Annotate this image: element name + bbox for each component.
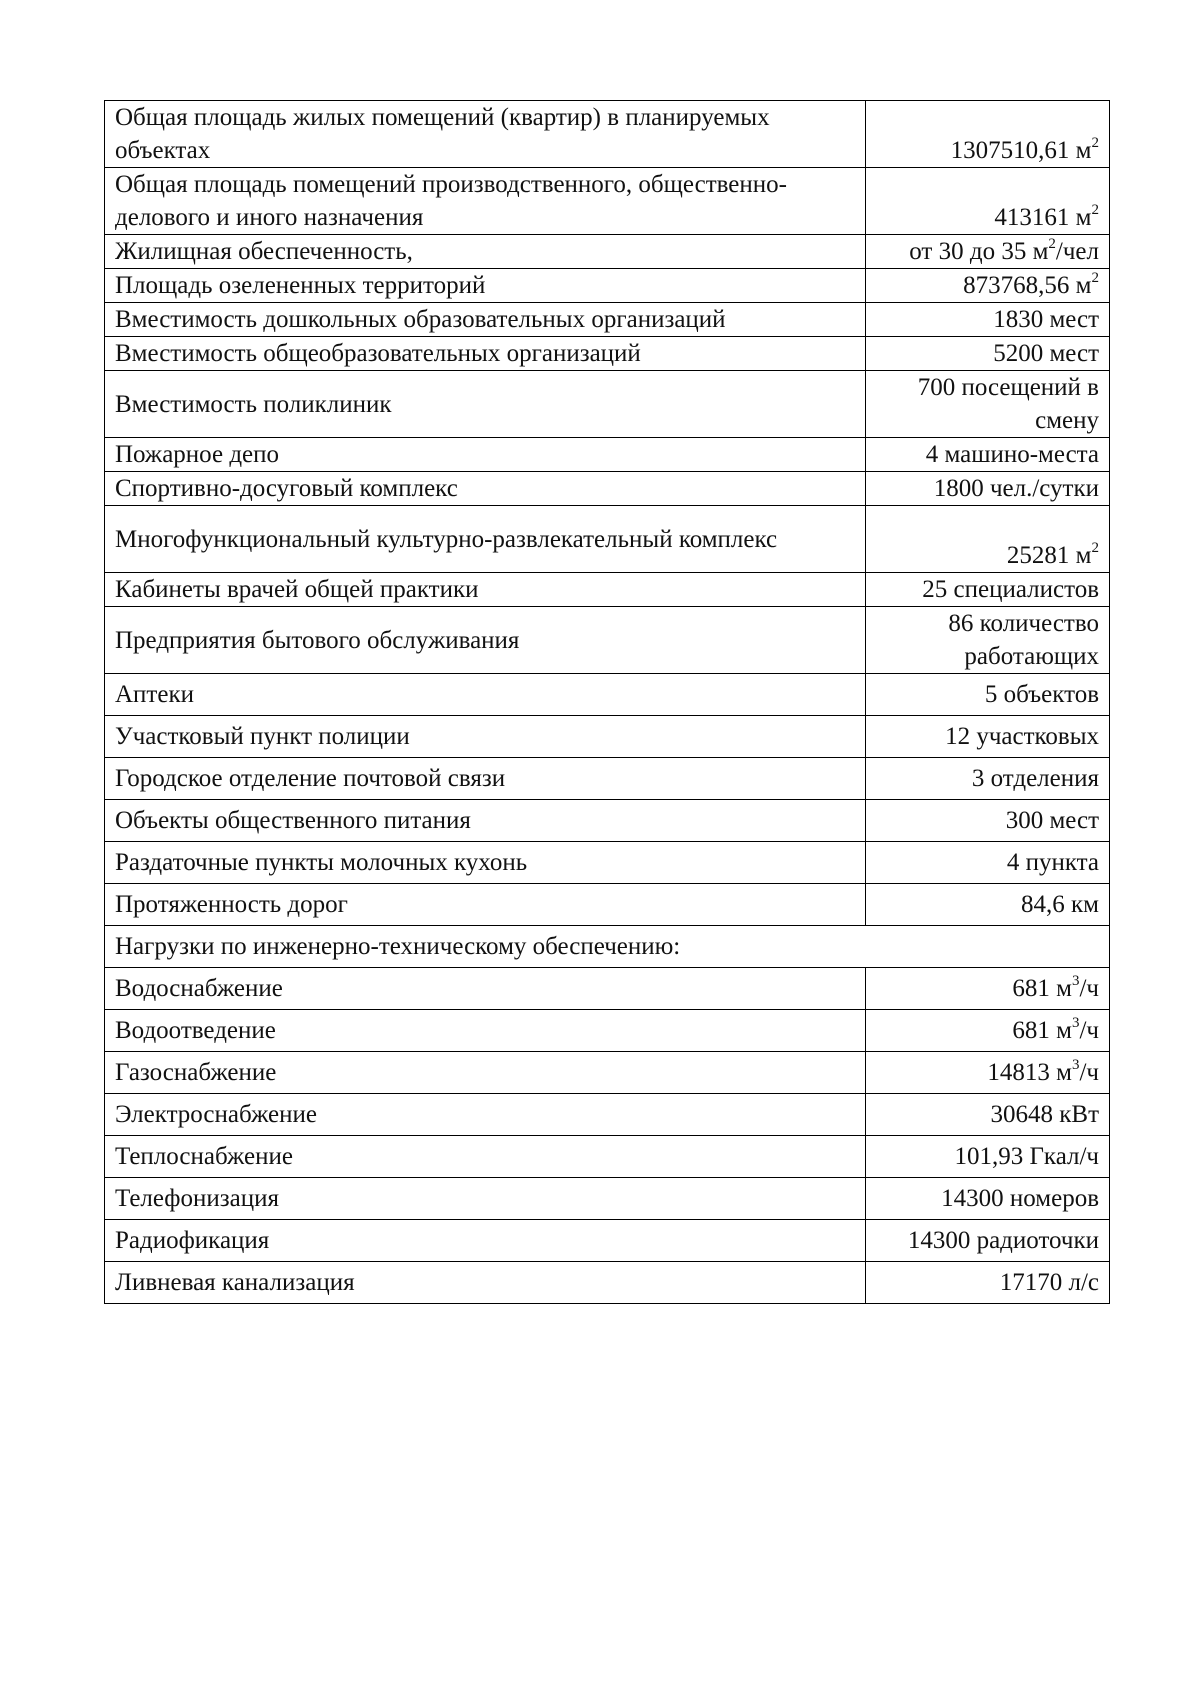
row-name: Объекты общественного питания — [105, 800, 866, 842]
row-name: Общая площадь помещений производственного, общественно-делового и иного назначения — [105, 168, 866, 235]
row-value: от 30 до 35 $м^2$/чел — [866, 235, 1110, 269]
row-name: Площадь озелененных территорий — [105, 269, 866, 303]
table-row — [105, 472, 1110, 506]
table-row — [105, 607, 1110, 674]
table-row — [105, 1220, 1110, 1262]
table-row — [105, 371, 1110, 438]
parameters-table — [104, 100, 1110, 1304]
table-row — [105, 800, 1110, 842]
table-row — [105, 884, 1110, 926]
row-name: Аптеки — [105, 674, 866, 716]
row-value: 300 мест — [866, 800, 1110, 842]
table-row — [105, 506, 1110, 573]
table-row — [105, 842, 1110, 884]
row-name: Многофункциональный культурно-развлекательный комплекс — [105, 506, 866, 573]
row-value: 14813 $м^3/ч$ — [866, 1052, 1110, 1094]
row-value: 14300 номеров — [866, 1178, 1110, 1220]
table-row — [105, 1136, 1110, 1178]
row-value: 12 участковых — [866, 716, 1110, 758]
row-name: Радиофикация — [105, 1220, 866, 1262]
table-row — [105, 968, 1110, 1010]
row-name: Вместимость дошкольных образовательных организаций — [105, 303, 866, 337]
row-name: Участковый пункт полиции — [105, 716, 866, 758]
row-value: 4 пункта — [866, 842, 1110, 884]
row-value: 1830 мест — [866, 303, 1110, 337]
row-value: 84,6 км — [866, 884, 1110, 926]
row-name: Водоотведение — [105, 1010, 866, 1052]
row-value: 17170 л/с — [866, 1262, 1110, 1304]
row-name: Жилищная обеспеченность, — [105, 235, 866, 269]
row-name: Ливневая канализация — [105, 1262, 866, 1304]
row-name: Общая площадь жилых помещений (квартир) в планируемых объектах — [105, 101, 866, 168]
table-row — [105, 168, 1110, 235]
row-value: 681 $м^3/ч$ — [866, 968, 1110, 1010]
table-row — [105, 1262, 1110, 1304]
row-name: Спортивно-досуговый комплекс — [105, 472, 866, 506]
section-heading: Нагрузки по инженерно-техническому обеспечению: — [105, 926, 1110, 968]
table-row — [105, 438, 1110, 472]
row-value: 4 машино-места — [866, 438, 1110, 472]
row-name: Протяженность дорог — [105, 884, 866, 926]
section-row — [105, 926, 1110, 968]
table-row — [105, 269, 1110, 303]
table-row — [105, 758, 1110, 800]
row-value: 30648 кВт — [866, 1094, 1110, 1136]
row-value: 25 специалистов — [866, 573, 1110, 607]
row-value: 873768,56 $м^2$ — [866, 269, 1110, 303]
table-row — [105, 303, 1110, 337]
table-row — [105, 1094, 1110, 1136]
row-name: Телефонизация — [105, 1178, 866, 1220]
row-value: 101,93 Гкал/ч — [866, 1136, 1110, 1178]
row-name: Вместимость общеобразовательных организаций — [105, 337, 866, 371]
row-name: Электроснабжение — [105, 1094, 866, 1136]
row-value: 5200 мест — [866, 337, 1110, 371]
table-row — [105, 235, 1110, 269]
table-row — [105, 337, 1110, 371]
row-name: Теплоснабжение — [105, 1136, 866, 1178]
row-name: Городское отделение почтовой связи — [105, 758, 866, 800]
row-value: 3 отделения — [866, 758, 1110, 800]
row-name: Предприятия бытового обслуживания — [105, 607, 866, 674]
table-row — [105, 674, 1110, 716]
row-name: Пожарное депо — [105, 438, 866, 472]
row-name: Кабинеты врачей общей практики — [105, 573, 866, 607]
table-row — [105, 573, 1110, 607]
table-row — [105, 1178, 1110, 1220]
row-value: 14300 радиоточки — [866, 1220, 1110, 1262]
table-row — [105, 101, 1110, 168]
row-value: 86 количество работающих — [866, 607, 1110, 674]
table-row — [105, 1010, 1110, 1052]
row-value: 25281 $м^2$ — [866, 506, 1110, 573]
row-value: 413161 $м^2$ — [866, 168, 1110, 235]
row-name: Газоснабжение — [105, 1052, 866, 1094]
table-row — [105, 1052, 1110, 1094]
row-value: 5 объектов — [866, 674, 1110, 716]
row-value: 700 посещений в смену — [866, 371, 1110, 438]
row-name: Водоснабжение — [105, 968, 866, 1010]
row-name: Раздаточные пункты молочных кухонь — [105, 842, 866, 884]
row-value: 681 $м^3/ч$ — [866, 1010, 1110, 1052]
row-value: 1800 чел./сутки — [866, 472, 1110, 506]
row-name: Вместимость поликлиник — [105, 371, 866, 438]
row-value: 1307510,61 $м^2$ — [866, 101, 1110, 168]
table-row — [105, 716, 1110, 758]
